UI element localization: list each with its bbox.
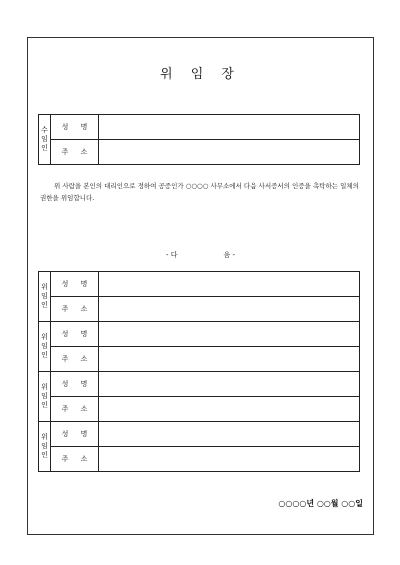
agent-table [38,114,360,165]
principal-name-field[interactable] [99,272,360,297]
document-date: ○○○○년 ○○월 ○○일 [278,499,363,508]
section-heading-left: - 다 [165,251,178,259]
principal-name-label: 성 명 [51,372,99,397]
principal-address-field[interactable] [99,397,360,422]
principal-role-label: 위임인 [39,372,51,422]
principals-table [38,271,360,472]
delegation-statement: 위 사람을 본인의 대리인으로 정하여 공증인가 ○○○○ 사무소에서 다음 사서증서의 인증을 촉탁하는 일체의 권한을 위임합니다. [40,182,359,202]
principal-address-label: 주 소 [51,347,99,372]
principal-address-row [39,447,360,472]
agent-name-label: 성 명 [51,115,99,140]
principal-address-row [39,397,360,422]
principal-name-row [39,322,360,347]
principal-address-field[interactable] [99,347,360,372]
section-heading [28,250,373,260]
principal-name-label: 성 명 [51,322,99,347]
principal-address-field[interactable] [99,297,360,322]
principal-address-label: 주 소 [51,447,99,472]
agent-name-row [39,115,360,140]
principal-role-label: 위임인 [39,272,51,322]
principal-address-field[interactable] [99,447,360,472]
principal-role-label: 위임인 [39,422,51,472]
principal-name-row [39,422,360,447]
agent-address-label: 주 소 [51,140,99,165]
principal-address-label: 주 소 [51,397,99,422]
principal-name-label: 성 명 [51,272,99,297]
agent-role-label: 수임인 [39,115,51,165]
principal-name-row [39,272,360,297]
principal-role-label: 위임인 [39,322,51,372]
principal-name-field[interactable] [99,422,360,447]
section-heading-right: 음 - [223,251,236,259]
principal-name-row [39,372,360,397]
document-title: 위 임 장 [160,67,241,82]
document-page [27,37,374,535]
principal-name-field[interactable] [99,322,360,347]
agent-address-row [39,140,360,165]
principal-address-row [39,347,360,372]
agent-name-field[interactable] [99,115,360,140]
principal-name-label: 성 명 [51,422,99,447]
principal-address-label: 주 소 [51,297,99,322]
principal-name-field[interactable] [99,372,360,397]
principal-address-row [39,297,360,322]
agent-address-field[interactable] [99,140,360,165]
